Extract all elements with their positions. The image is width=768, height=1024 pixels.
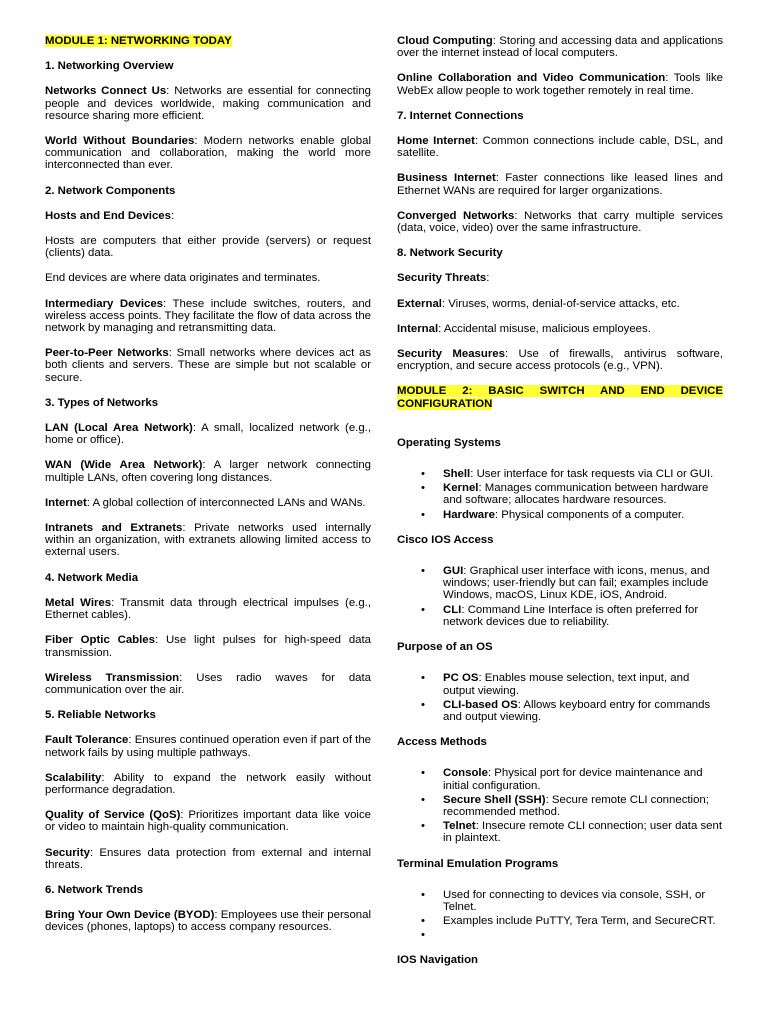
bullet-list	[397, 462, 723, 521]
list-item: • Kernel: Manages communication between hardware and software; allocates hardware resources.	[397, 482, 723, 506]
paragraph: External: Viruses, worms, denial-of-service attacks, etc.	[397, 297, 680, 310]
paragraph: Online Collaboration and Video Communication: Tools like WebEx allow people to work together remotely in real time.	[397, 72, 723, 97]
section-heading: 7. Internet Connections	[397, 109, 524, 122]
paragraph: World Without Boundaries: Modern networks enable global communication and collaboration, making the world more interconnected than ever.	[45, 135, 371, 172]
paragraph: Security Threats:	[397, 272, 490, 285]
section-heading: 1. Networking Overview	[45, 60, 174, 73]
bullet-list	[397, 559, 723, 628]
paragraph: Cloud Computing: Storing and accessing data and applications over the internet instead of local computers.	[397, 35, 724, 60]
list-item: • Telnet: Insecure remote CLI connection; user data sent in plaintext.	[397, 820, 723, 844]
paragraph: Wireless Transmission: Uses radio waves for data communication over the air.	[45, 671, 371, 696]
paragraph: Security Measures: Use of firewalls, antivirus software, encryption, and secure access protocols (e.g., VPN).	[397, 348, 723, 373]
bullet-list	[397, 666, 723, 723]
paragraph: WAN (Wide Area Network): A larger network connecting multiple LANs, often covering long distances.	[45, 459, 372, 484]
subsection-heading: Terminal Emulation Programs	[397, 857, 559, 870]
paragraph: Intranets and Extranets: Private networks used internally within an organization, with extranets allowing limited access to external users.	[45, 522, 371, 559]
right-column	[397, 35, 723, 980]
module-2-title: MODULE 2: BASIC SWITCH AND END DEVICE CONFIGURATION	[397, 385, 723, 410]
paragraph: Hosts are computers that either provide (servers) or request (clients) data.	[45, 235, 371, 260]
left-column	[45, 35, 371, 947]
module-1-title: MODULE 1: NETWORKING TODAY	[45, 35, 232, 47]
paragraph: Scalability: Ability to expand the network easily without performance degradation.	[45, 771, 371, 796]
list-item: • Secure Shell (SSH): Secure remote CLI connection; recommended method.	[397, 794, 723, 818]
paragraph: End devices are where data originates and terminates.	[45, 272, 321, 285]
paragraph: LAN (Local Area Network): A small, localized network (e.g., home or office).	[45, 422, 371, 447]
list-item: • Hardware: Physical components of a computer.	[397, 509, 723, 521]
bullet-list	[397, 761, 723, 844]
paragraph: Internet: A global collection of interconnected LANs and WANs.	[45, 496, 366, 509]
subsection-heading: Operating Systems	[397, 436, 501, 449]
paragraph: Quality of Service (QoS): Prioritizes important data like voice or video to maintain high-quality communication.	[45, 809, 371, 834]
bullet-list	[397, 883, 723, 942]
section-heading: 3. Types of Networks	[45, 396, 159, 409]
list-item: • PC OS: Enables mouse selection, text input, and output viewing.	[397, 672, 723, 696]
paragraph: Peer-to-Peer Networks: Small networks where devices act as both clients and servers. These are simple but not scalable or secure.	[45, 347, 371, 384]
list-item: • GUI: Graphical user interface with icons, menus, and windows; user-friendly but can fail; examples include Windows, macOS, Linux KDE, iOS, Android.	[397, 565, 723, 602]
section-heading: 6. Network Trends	[45, 883, 144, 896]
paragraph: Metal Wires: Transmit data through electrical impulses (e.g., Ethernet cables).	[45, 596, 371, 622]
subsection-heading: IOS Navigation	[397, 954, 479, 967]
section-heading: 4. Network Media	[45, 571, 139, 584]
list-item: • Examples include PuTTY, Tera Term, and SecureCRT.	[397, 915, 723, 927]
paragraph: Home Internet: Common connections include cable, DSL, and satellite.	[397, 135, 723, 160]
paragraph: Intermediary Devices: These include switches, routers, and wireless access points. They facilitate the flow of data across the network by managing and retransmitting data.	[45, 297, 372, 335]
paragraph: Fault Tolerance: Ensures continued operation even if part of the network fails by using multiple pathways.	[45, 734, 371, 759]
list-item: • CLI: Command Line Interface is often preferred for network devices due to reliability.	[397, 604, 723, 628]
paragraph: Networks Connect Us: Networks are essential for connecting people and devices worldwide, making communication and resource sharing more efficient.	[45, 85, 371, 122]
paragraph: Security: Ensures data protection from external and internal threats.	[45, 846, 371, 871]
paragraph: Business Internet: Faster connections like leased lines and Ethernet WANs are required for larger organizations.	[397, 172, 723, 197]
section-heading: 5. Reliable Networks	[45, 709, 156, 722]
list-item: • Console: Physical port for device maintenance and initial configuration.	[397, 767, 723, 791]
list-item	[397, 929, 723, 941]
paragraph: Fiber Optic Cables: Use light pulses for high-speed data transmission.	[45, 634, 371, 659]
subsection-heading: Access Methods	[397, 736, 487, 749]
list-item: • Shell: User interface for task requests via CLI or GUI.	[397, 468, 723, 480]
paragraph: Internal: Accidental misuse, malicious employees.	[397, 322, 651, 335]
subsection-heading: Cisco IOS Access	[397, 533, 494, 546]
section-heading: 2. Network Components	[45, 184, 176, 197]
paragraph: Converged Networks: Networks that carry multiple services (data, voice, video) over the same infrastructure.	[397, 209, 723, 235]
paragraph: Hosts and End Devices:	[45, 209, 175, 222]
subsection-heading: Purpose of an OS	[397, 641, 493, 654]
section-heading: 8. Network Security	[397, 247, 503, 260]
paragraph: Bring Your Own Device (BYOD): Employees use their personal devices (phones, laptops) to access company resources.	[45, 909, 371, 934]
list-item: • Used for connecting to devices via console, SSH, or Telnet.	[397, 889, 723, 913]
list-item: • CLI-based OS: Allows keyboard entry for commands and output viewing.	[397, 699, 723, 723]
